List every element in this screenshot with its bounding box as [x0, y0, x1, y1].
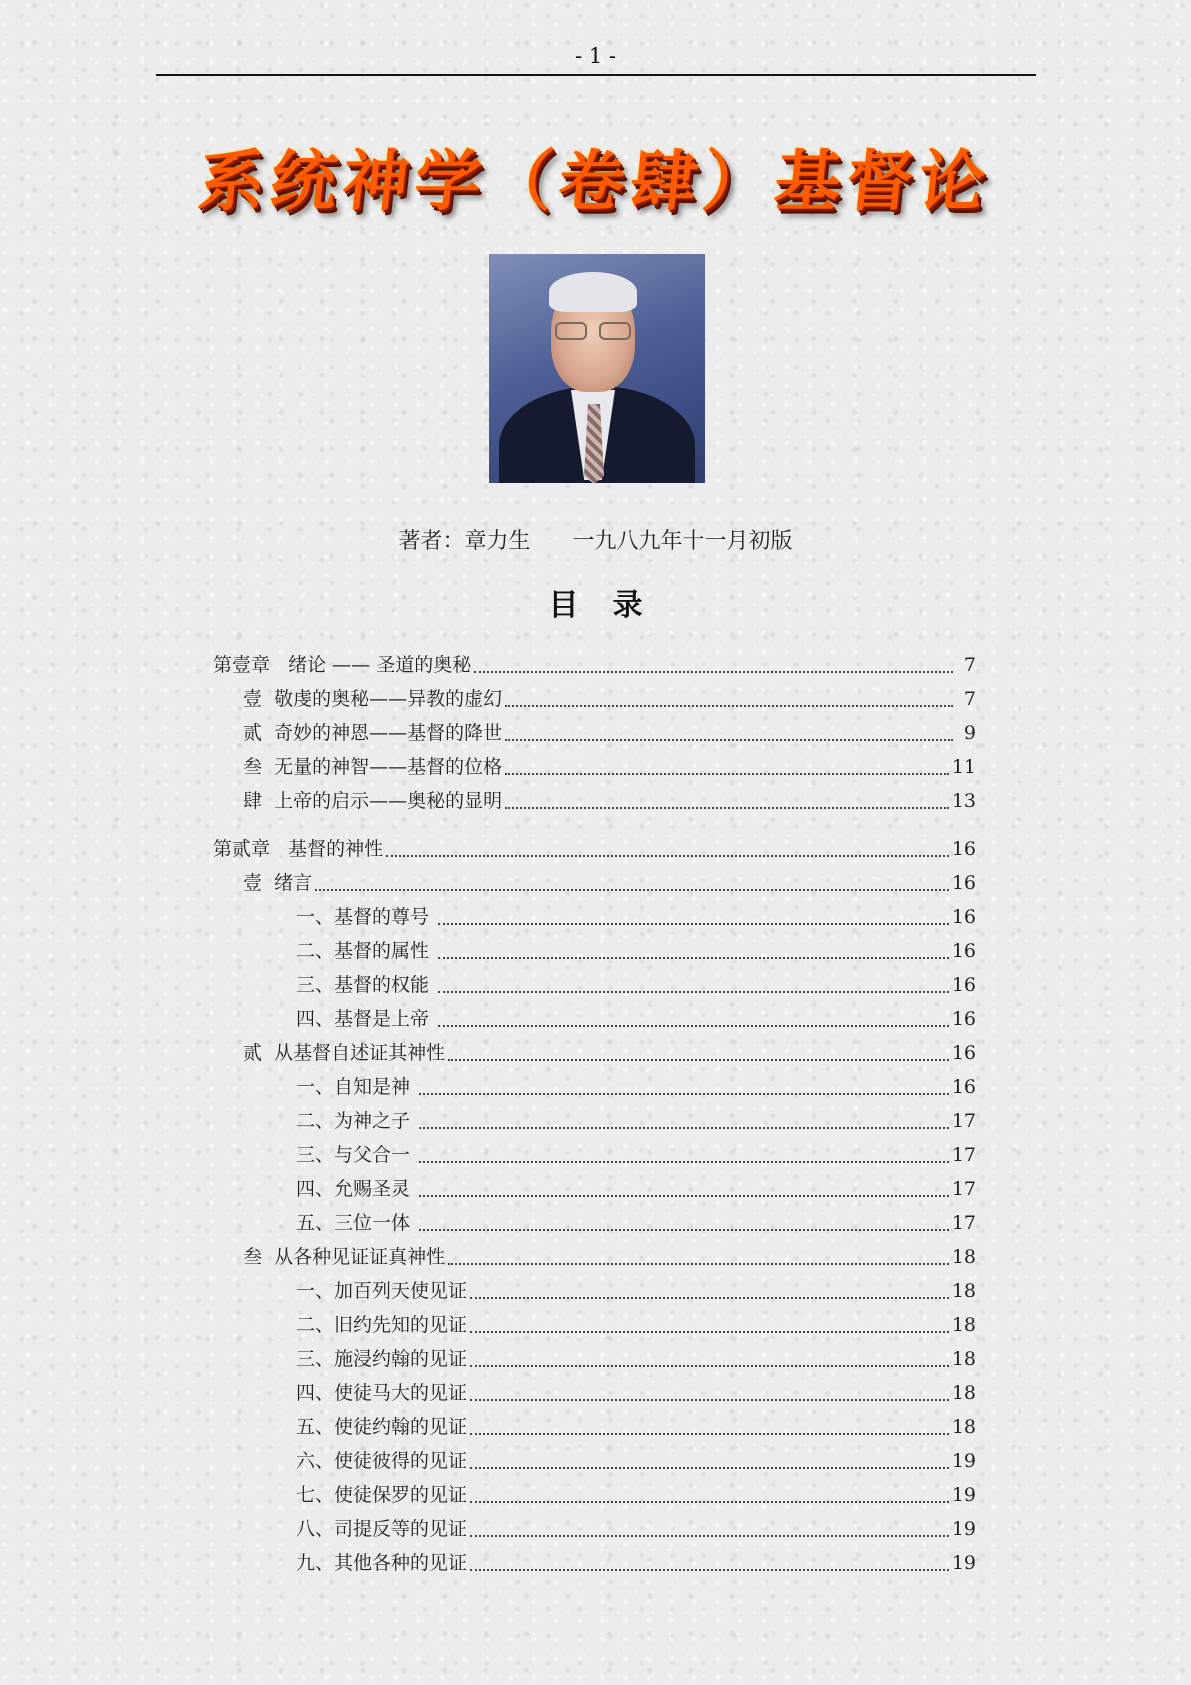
toc-entry-page: 19: [951, 1552, 976, 1574]
toc-entry-label: 叁 无量的神智——基督的位格: [243, 756, 503, 778]
toc-dot-leader: [438, 923, 949, 925]
toc-entry-label: 八、司提反等的见证: [296, 1518, 468, 1540]
toc-entry-page: 16: [951, 872, 976, 894]
toc-dot-leader: [470, 1467, 949, 1469]
toc-entry[interactable]: [296, 970, 976, 1000]
toc-dot-leader: [448, 1263, 949, 1265]
toc-entry[interactable]: [243, 1242, 976, 1272]
toc-entry-label: 三、基督的权能: [296, 974, 436, 996]
toc-entry-label: 二、为神之子: [296, 1110, 417, 1132]
toc-dot-leader: [419, 1229, 949, 1231]
toc-entry-label: 九、其他各种的见证: [296, 1552, 468, 1574]
toc-entry-label: 叁 从各种见证证真神性: [243, 1246, 446, 1268]
toc-entry[interactable]: [296, 1140, 976, 1170]
toc-entry-page: 18: [951, 1348, 976, 1370]
toc-entry-page: 16: [951, 1076, 976, 1098]
toc-entry-label: 一、加百列天使见证: [296, 1280, 468, 1302]
toc-entry-label: 肆 上帝的启示——奥秘的显明: [243, 790, 503, 812]
toc-dot-leader: [470, 1569, 949, 1571]
author-portrait: [489, 254, 705, 483]
toc-entry[interactable]: [296, 1276, 976, 1306]
toc-entry-page: 17: [951, 1144, 976, 1166]
toc-entry-label: 六、使徒彼得的见证: [296, 1450, 468, 1472]
toc-entry-page: 19: [951, 1518, 976, 1540]
portrait-glasses: [555, 322, 631, 342]
toc-entry-label: 一、自知是神: [296, 1076, 417, 1098]
toc-entry-label: 二、旧约先知的见证: [296, 1314, 468, 1336]
toc-entry-page: 16: [951, 1008, 976, 1030]
book-title: 系统神学（卷肆）基督论: [194, 143, 995, 220]
toc-entry-label: 四、基督是上帝: [296, 1008, 436, 1030]
toc-dot-leader: [419, 1093, 949, 1095]
toc-entry[interactable]: [296, 1514, 976, 1544]
toc-entry[interactable]: [296, 1344, 976, 1374]
toc-entry-label: 五、使徒约翰的见证: [296, 1416, 468, 1438]
toc-entry-page: 18: [951, 1280, 976, 1302]
toc-entry[interactable]: [296, 1378, 976, 1408]
toc-entry-label: 第壹章 绪论 —— 圣道的奥秘: [213, 654, 472, 676]
toc-dot-leader: [470, 1331, 949, 1333]
toc-entry-label: 贰 奇妙的神恩——基督的降世: [243, 722, 503, 744]
toc-dot-leader: [474, 671, 953, 673]
toc-dot-leader: [438, 1025, 949, 1027]
toc-entry[interactable]: [296, 1208, 976, 1238]
toc-entry[interactable]: [296, 1548, 976, 1578]
page-number: - 1 -: [575, 44, 616, 68]
toc-entry-label: 七、使徒保罗的见证: [296, 1484, 468, 1506]
toc-entry-label: 四、使徒马大的见证: [296, 1382, 468, 1404]
toc-entry-page: 17: [951, 1212, 976, 1234]
toc-entry-label: 三、施浸约翰的见证: [296, 1348, 468, 1370]
toc-entry[interactable]: [296, 1004, 976, 1034]
toc-dot-leader: [470, 1297, 949, 1299]
toc-entry-page: 18: [951, 1416, 976, 1438]
toc-entry-page: 7: [963, 688, 976, 710]
toc-entry-page: 19: [951, 1450, 976, 1472]
toc-entry-page: 18: [951, 1246, 976, 1268]
toc-dot-leader: [438, 991, 949, 993]
toc-entry-page: 16: [951, 940, 976, 962]
toc-dot-leader: [419, 1195, 949, 1197]
toc-entry-label: 五、三位一体: [296, 1212, 417, 1234]
toc-entry[interactable]: [296, 902, 976, 932]
toc-entry[interactable]: [243, 1038, 976, 1068]
toc-entry-label: 贰 从基督自述证其神性: [243, 1042, 446, 1064]
toc-entry-page: 11: [951, 756, 976, 778]
toc-entry[interactable]: [296, 1412, 976, 1442]
toc-dot-leader: [505, 739, 953, 741]
toc-entry-label: 一、基督的尊号: [296, 906, 436, 928]
portrait-hair: [549, 272, 637, 312]
toc-entry[interactable]: [296, 1446, 976, 1476]
toc-entry[interactable]: [213, 650, 976, 680]
toc-dot-leader: [419, 1127, 949, 1129]
toc-entry-page: 16: [951, 974, 976, 996]
toc-dot-leader: [470, 1399, 949, 1401]
toc-entry[interactable]: [296, 1310, 976, 1340]
toc-entry-page: 9: [963, 722, 976, 744]
toc-dot-leader: [419, 1161, 949, 1163]
toc-entry[interactable]: [243, 684, 976, 714]
toc-entry-page: 13: [951, 790, 976, 812]
toc-entry-page: 16: [951, 906, 976, 928]
toc-entry-page: 17: [951, 1110, 976, 1132]
toc-entry[interactable]: [213, 834, 976, 864]
toc-entry-page: 17: [951, 1178, 976, 1200]
toc-dot-leader: [470, 1501, 949, 1503]
toc-entry-page: 18: [951, 1314, 976, 1336]
toc-entry[interactable]: [296, 936, 976, 966]
toc-dot-leader: [315, 889, 949, 891]
toc-dot-leader: [470, 1433, 949, 1435]
toc-entry-page: 18: [951, 1382, 976, 1404]
toc-entry[interactable]: [296, 1174, 976, 1204]
toc-title: 目录: [548, 588, 677, 623]
toc-dot-leader: [505, 705, 953, 707]
toc-entry-page: 16: [951, 838, 976, 860]
toc-entry-label: 第贰章 基督的神性: [213, 838, 384, 860]
toc-dot-leader: [470, 1535, 949, 1537]
toc-dot-leader: [505, 807, 949, 809]
author-line: 著者：章力生 一九八九年十一月初版: [398, 529, 793, 554]
toc-dot-leader: [448, 1059, 949, 1061]
toc-entry-label: 壹 绪言: [243, 872, 313, 894]
toc-entry[interactable]: [296, 1480, 976, 1510]
toc-entry-page: 19: [951, 1484, 976, 1506]
toc-entry-page: 16: [951, 1042, 976, 1064]
toc-entry[interactable]: [296, 1106, 976, 1136]
header-rule: [156, 74, 1036, 76]
toc-entry[interactable]: [243, 718, 976, 748]
toc-entry-label: 壹 敬虔的奥秘——异教的虚幻: [243, 688, 503, 710]
toc-entry[interactable]: [243, 786, 976, 816]
toc-dot-leader: [386, 855, 949, 857]
toc-entry-label: 四、允赐圣灵: [296, 1178, 417, 1200]
toc-entry[interactable]: [243, 868, 976, 898]
toc-entry[interactable]: [243, 752, 976, 782]
toc-dot-leader: [470, 1365, 949, 1367]
toc-dot-leader: [505, 773, 949, 775]
toc-entry-label: 二、基督的属性: [296, 940, 436, 962]
toc-entry-label: 三、与父合一: [296, 1144, 417, 1166]
toc-dot-leader: [438, 957, 949, 959]
toc-entry-page: 7: [963, 654, 976, 676]
toc-entry[interactable]: [296, 1072, 976, 1102]
